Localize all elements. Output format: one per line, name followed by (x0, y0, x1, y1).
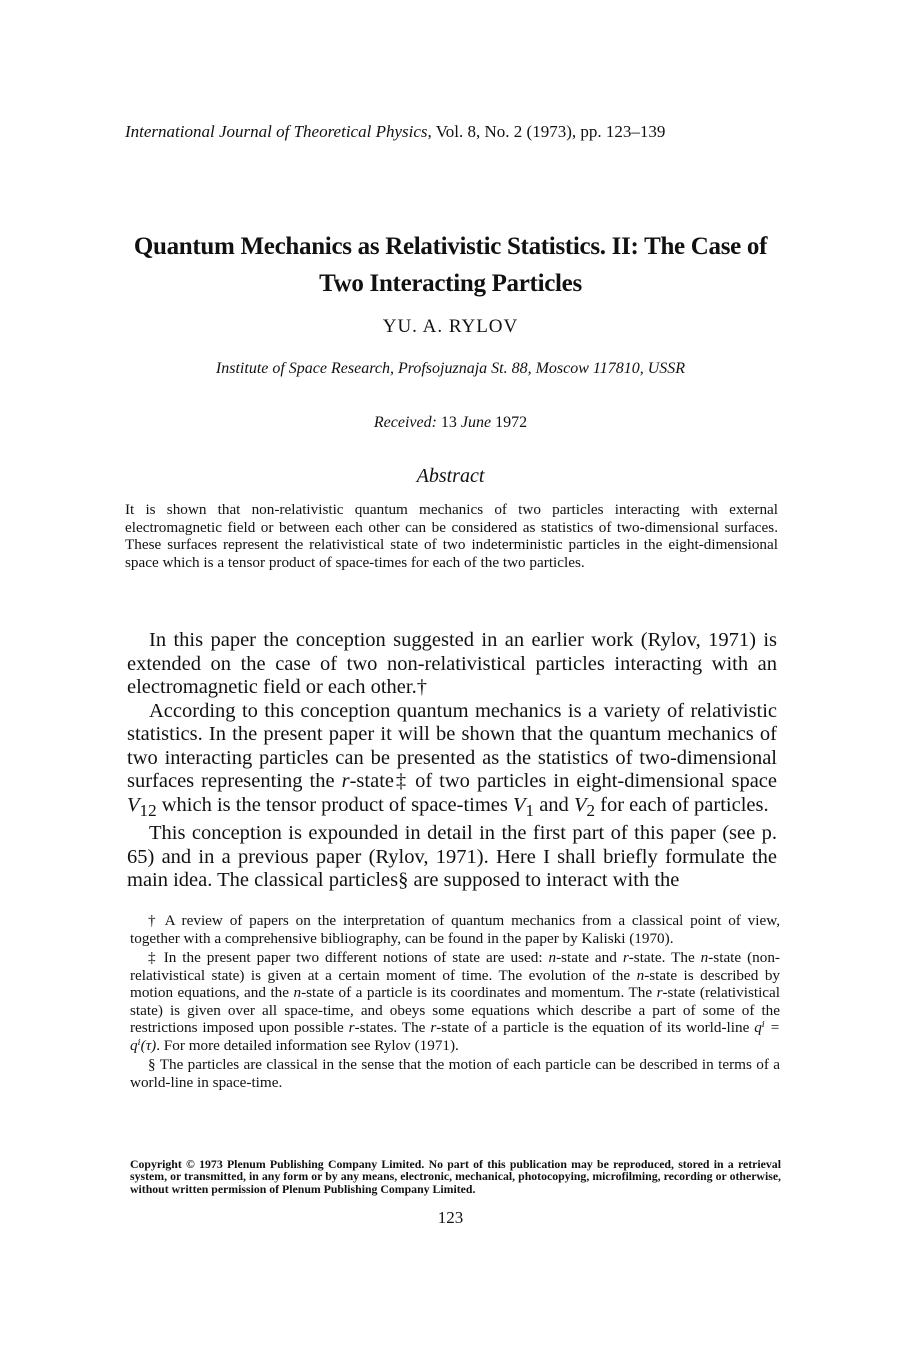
body-text (127, 629, 777, 893)
page-number: 123 (437, 1208, 464, 1227)
abstract-text: It is shown that non-relativistic quantum mechanics of two particles interacting with external electromagnetic field or between each other can be considered as statistics of two-dimensional surfaces. These surfaces represent the relativistical state of two indeterministic particles in the eight-dimensional space which is a tensor product of space-times for each of the two particles. (125, 501, 778, 571)
body-paragraph-3: This conception is expounded in detail in the first part of this paper (see p. 65) and in a previous paper (Rylov, 1971). Here I shall briefly formulate the main idea. The classical particles§ are supposed to interact with the (127, 822, 777, 892)
journal-volume: , Vol. 8, No. 2 (1973), pp. 123–139 (427, 122, 666, 141)
footnote-3: § The particles are classical in the sense that the motion of each particle can be described in terms of a world-line in space-time. (130, 1056, 780, 1091)
author-name: YU. A. RYLOV (382, 316, 519, 337)
title-line-2: Two Interacting Particles (319, 270, 582, 297)
body-paragraph-2: According to this conception quantum mechanics is a variety of relativistic statistics. In the present paper it will be shown that the quantum mechanics of two interacting particles can be presented as the statistics of two-dimensional surfaces representing the r-state‡ of two particles in eight-dimensional space $V_{12}$ which is the tensor product of space-times $V_1$ and $V_2$ for each of particles. (127, 699, 777, 820)
received-day: 13 (440, 414, 457, 431)
body-paragraph-1: In this paper the conception suggested in an earlier work (Rylov, 1971) is extended on the case of two non-relativistical particles interacting with an electromagnetic field or each other.† (127, 629, 777, 698)
article-title (90, 228, 811, 302)
abstract-heading: Abstract (416, 465, 485, 487)
received-label: Received: (373, 414, 437, 431)
footnote-2: ‡ In the present paper two different notions of state are used: n-state and r-state. The n-state (non-relativistical state) is given at a certain moment of time. The evolution of the n-state is described by motion equations, and the n-state of a particle is its coordinates and momentum. The r-state (relativistical state) is given over all space-time, and obeys some equations which describe a part of some of the restrictions imposed upon possible r-states. The r-state of a particle is the equation of its world-line qⁱ = qⁱ(τ). For more detailed information see Rylov (1971). (130, 949, 781, 1054)
journal-name: International Journal of Theoretical Physics (125, 122, 428, 141)
journal-citation (125, 121, 785, 143)
world-line-equation: qⁱ = qⁱ(τ) (130, 1019, 780, 1054)
author-affiliation: Institute of Space Research, Profsojuznaja St. 88, Moscow 117810, USSR (215, 360, 686, 377)
title-line-1: Quantum Mechanics as Relativistic Statistics. II: The Case of (133, 233, 768, 260)
received-month: June (460, 414, 492, 431)
received-date (125, 414, 776, 432)
received-year: 1972 (495, 414, 528, 431)
footnote-1: † A review of papers on the interpretation of quantum mechanics from a classical point of view, together with a comprehensive bibliography, can be found in the paper by Kaliski (1970). (130, 912, 780, 947)
footnotes (130, 912, 780, 1093)
copyright-notice: Copyright © 1973 Plenum Publishing Company Limited. No part of this publication may be reproduced, stored in a retrieval system, or transmitted, in any form or by any means, electronic, mechanical, photocopying, microfilming, recording or otherwise, without written permission of Plenum Publishing Company Limited. (130, 1157, 781, 1196)
